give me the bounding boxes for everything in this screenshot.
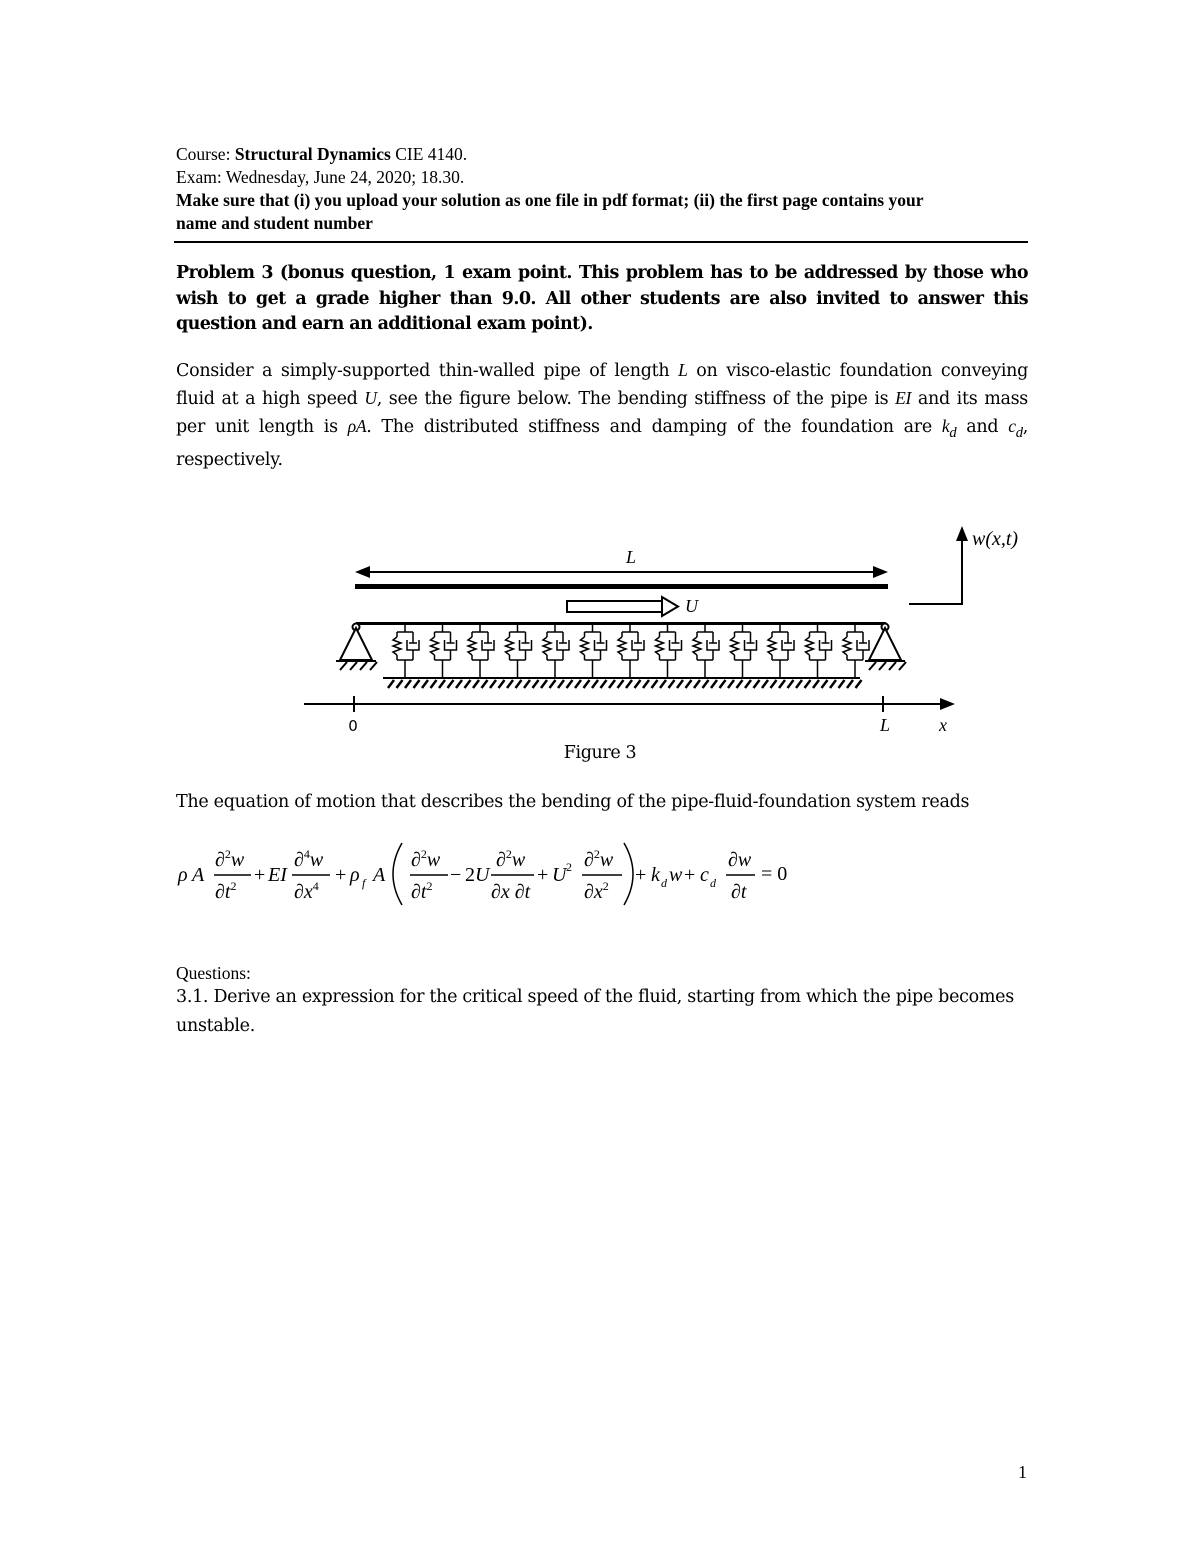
- svg-text:∂2w: ∂$^2$w: [215, 847, 245, 871]
- svg-text:∂4w: ∂$^4$w: [294, 847, 324, 871]
- flow-arrow-head: [662, 597, 678, 616]
- hatch-stroke: [490, 680, 496, 688]
- course-code: CIE 4140.: [390, 144, 468, 164]
- svg-text:+: +: [684, 864, 696, 886]
- hatch-stroke: [448, 680, 454, 688]
- svg-text:∂t: ∂t: [731, 881, 747, 903]
- hatch-stroke: [889, 662, 896, 670]
- support-hatching: [340, 662, 906, 670]
- deflection-arrow: [956, 526, 968, 541]
- hatch-stroke: [414, 680, 420, 688]
- hatch-stroke: [813, 680, 819, 688]
- desc-part: , respectively.: [176, 417, 1028, 470]
- hatch-stroke: [669, 680, 675, 688]
- hatch-stroke: [507, 680, 513, 688]
- svg-text:U: U: [552, 864, 567, 886]
- instructions-line-2: name and student number: [176, 213, 373, 233]
- hatch-stroke: [737, 680, 743, 688]
- hatch-stroke: [465, 680, 471, 688]
- hatch-stroke: [879, 662, 886, 670]
- hatch-stroke: [516, 680, 522, 688]
- hatch-stroke: [805, 680, 811, 688]
- var-rhoA: ρA: [347, 416, 367, 436]
- sub-d: d: [949, 424, 957, 441]
- hatch-stroke: [830, 680, 836, 688]
- spring-damper-unit: [768, 625, 794, 677]
- hatch-stroke: [601, 680, 607, 688]
- hatch-stroke: [388, 680, 394, 688]
- svg-text:U: U: [475, 864, 490, 886]
- svg-text:∂2w: ∂$^2$w: [411, 847, 441, 871]
- svg-text:+: +: [635, 864, 647, 886]
- page-number: 1: [1018, 1462, 1027, 1482]
- svg-text:d: d: [710, 876, 716, 890]
- spring-damper-unit: [468, 625, 494, 677]
- problem-description: [176, 357, 1028, 474]
- hatch-stroke: [405, 680, 411, 688]
- hatch-stroke: [869, 662, 876, 670]
- hatch-stroke: [592, 680, 598, 688]
- ground-hatching: [388, 680, 862, 688]
- hatch-stroke: [703, 680, 709, 688]
- var-cd: c: [1008, 416, 1016, 436]
- svg-text:A: A: [373, 864, 386, 886]
- hatch-stroke: [711, 680, 717, 688]
- spring-damper-unit: [431, 625, 457, 677]
- hatch-stroke: [397, 680, 403, 688]
- hatch-stroke: [550, 680, 556, 688]
- hatch-stroke: [558, 680, 564, 688]
- question-3-1-line-1: 3.1. Derive an expression for the critical speed of the fluid, starting from which the pipe becomes: [176, 987, 1014, 1007]
- svg-text:f: f: [362, 876, 366, 890]
- svg-text:+: +: [537, 864, 549, 886]
- hatch-stroke: [609, 680, 615, 688]
- pipe-wall-top: [355, 584, 888, 589]
- svg-text:∂x2: $\partial x^2$: [584, 879, 609, 903]
- hatch-stroke: [499, 680, 505, 688]
- hatch-stroke: [350, 662, 357, 670]
- svg-text:c: c: [700, 864, 709, 886]
- spring-damper-unit: [393, 625, 419, 677]
- spring-damper-unit: [581, 625, 607, 677]
- x-axis-origin-label: 0: [348, 717, 358, 735]
- length-arrow-left: [355, 566, 370, 578]
- svg-text:+: +: [335, 864, 347, 886]
- svg-text:∂t2: $\partial t^2$: [411, 879, 433, 903]
- x-axis-arrow: [940, 698, 955, 710]
- questions-heading: Questions:: [176, 963, 251, 983]
- spring-damper-unit: [731, 625, 757, 677]
- hatch-stroke: [422, 680, 428, 688]
- hatch-stroke: [660, 680, 666, 688]
- hatch-stroke: [779, 680, 785, 688]
- instructions-line-1: Make sure that (i) you upload your solution as one file in pdf format; (ii) the first page contains your: [176, 190, 924, 210]
- var-EI: EI: [895, 388, 912, 408]
- svg-text:∂t2: $\partial t^2$: [215, 879, 237, 903]
- svg-text:A: A: [192, 864, 205, 886]
- hatch-stroke: [899, 662, 906, 670]
- hatch-stroke: [720, 680, 726, 688]
- hatch-stroke: [618, 680, 624, 688]
- equation-rhs: = 0: [761, 863, 788, 885]
- hatch-stroke: [847, 680, 853, 688]
- svg-text:∂x4: $\partial x^4$: [294, 879, 319, 903]
- svg-text:2: 2: [465, 864, 475, 886]
- pipe-foundation-figure: [0, 500, 1200, 740]
- svg-text:ρ: ρ: [178, 864, 188, 886]
- right-support: [865, 624, 905, 662]
- hatch-stroke: [839, 680, 845, 688]
- spring-damper-unit: [618, 625, 644, 677]
- speed-label: U: [685, 596, 698, 616]
- hatch-stroke: [340, 662, 347, 670]
- equation-intro: The equation of motion that describes the bending of the pipe-fluid-foundation system reads: [176, 792, 970, 812]
- hatch-stroke: [370, 662, 377, 670]
- problem-title: Problem 3 (bonus question, 1 exam point. This problem has to be addressed by those who wish to get a grade higher than 9.0. All other students are also invited to answer this question and earn an additional exam point).: [176, 263, 1028, 334]
- svg-text:∂2w: ∂$^2$w: [584, 847, 614, 871]
- hatch-stroke: [771, 680, 777, 688]
- deflection-axis: [909, 534, 962, 604]
- hatch-stroke: [652, 680, 658, 688]
- desc-part: . The distributed stiffness and damping of the foundation are: [366, 417, 942, 437]
- svg-text:−: −: [450, 864, 462, 886]
- sub-d: d: [1015, 424, 1023, 441]
- svg-text:k: k: [651, 864, 660, 886]
- spring-damper-array: [393, 625, 869, 677]
- hatch-stroke: [728, 680, 734, 688]
- hatch-stroke: [745, 680, 751, 688]
- x-axis-end-label: L: [879, 715, 891, 735]
- var-L: L: [678, 360, 688, 380]
- header-divider: [174, 241, 1028, 243]
- length-arrow-right: [873, 566, 888, 578]
- desc-part: and its mass per unit length is: [176, 389, 1028, 437]
- hatch-stroke: [482, 680, 488, 688]
- svg-text:d: d: [661, 876, 667, 890]
- course-prefix: Course:: [176, 144, 235, 164]
- equation-of-motion: [170, 835, 810, 915]
- svg-text:∂x ∂t: ∂x ∂t: [491, 881, 531, 903]
- hatch-stroke: [456, 680, 462, 688]
- hatch-stroke: [431, 680, 437, 688]
- desc-part: and: [956, 417, 1009, 437]
- pipe-beam: [356, 622, 886, 625]
- hatch-stroke: [762, 680, 768, 688]
- desc-part: Consider a simply-supported thin-walled pipe of length: [176, 361, 679, 381]
- hatch-stroke: [575, 680, 581, 688]
- hatch-stroke: [524, 680, 530, 688]
- hatch-stroke: [473, 680, 479, 688]
- hatch-stroke: [694, 680, 700, 688]
- hatch-stroke: [788, 680, 794, 688]
- spring-damper-unit: [506, 625, 532, 677]
- flow-arrow-body: [567, 601, 662, 612]
- svg-text:EI: EI: [268, 864, 287, 886]
- svg-text:2: 2: [566, 860, 572, 874]
- spring-damper-unit: [543, 625, 569, 677]
- hatch-stroke: [686, 680, 692, 688]
- hatch-stroke: [754, 680, 760, 688]
- desc-part: on visco-elastic foundation conveying fluid at a high speed: [176, 361, 1028, 409]
- hatch-stroke: [439, 680, 445, 688]
- spring-damper-unit: [693, 625, 719, 677]
- length-label: L: [625, 547, 637, 567]
- spring-damper-unit: [843, 625, 869, 677]
- var-kd: k: [941, 416, 950, 436]
- hatch-stroke: [541, 680, 547, 688]
- var-U: U: [364, 388, 377, 408]
- svg-text:ρ: ρ: [350, 864, 360, 886]
- spring-damper-unit: [806, 625, 832, 677]
- svg-text:w: w: [669, 864, 683, 886]
- hatch-stroke: [856, 680, 862, 688]
- hatch-stroke: [626, 680, 632, 688]
- spring-damper-unit: [656, 625, 682, 677]
- svg-text:∂w: ∂w: [728, 849, 752, 871]
- exam-line: Exam: Wednesday, June 24, 2020; 18.30.: [176, 167, 465, 187]
- course-name: Structural Dynamics: [234, 144, 391, 164]
- hatch-stroke: [822, 680, 828, 688]
- deflection-label: w(x,t): [972, 528, 1019, 550]
- hatch-stroke: [796, 680, 802, 688]
- hatch-stroke: [635, 680, 641, 688]
- x-axis-var-label: x: [939, 715, 947, 735]
- hatch-stroke: [584, 680, 590, 688]
- course-line: [176, 143, 467, 165]
- svg-text:+: +: [254, 864, 266, 886]
- figure-caption: Figure 3: [563, 743, 637, 763]
- desc-part: , see the figure below. The bending stiffness of the pipe is: [376, 389, 896, 409]
- hatch-stroke: [643, 680, 649, 688]
- left-support: [336, 624, 376, 662]
- question-3-1-line-2: unstable.: [176, 1016, 256, 1036]
- svg-text:∂2w: ∂$^2$w: [496, 847, 526, 871]
- hatch-stroke: [533, 680, 539, 688]
- hatch-stroke: [567, 680, 573, 688]
- hatch-stroke: [360, 662, 367, 670]
- hatch-stroke: [677, 680, 683, 688]
